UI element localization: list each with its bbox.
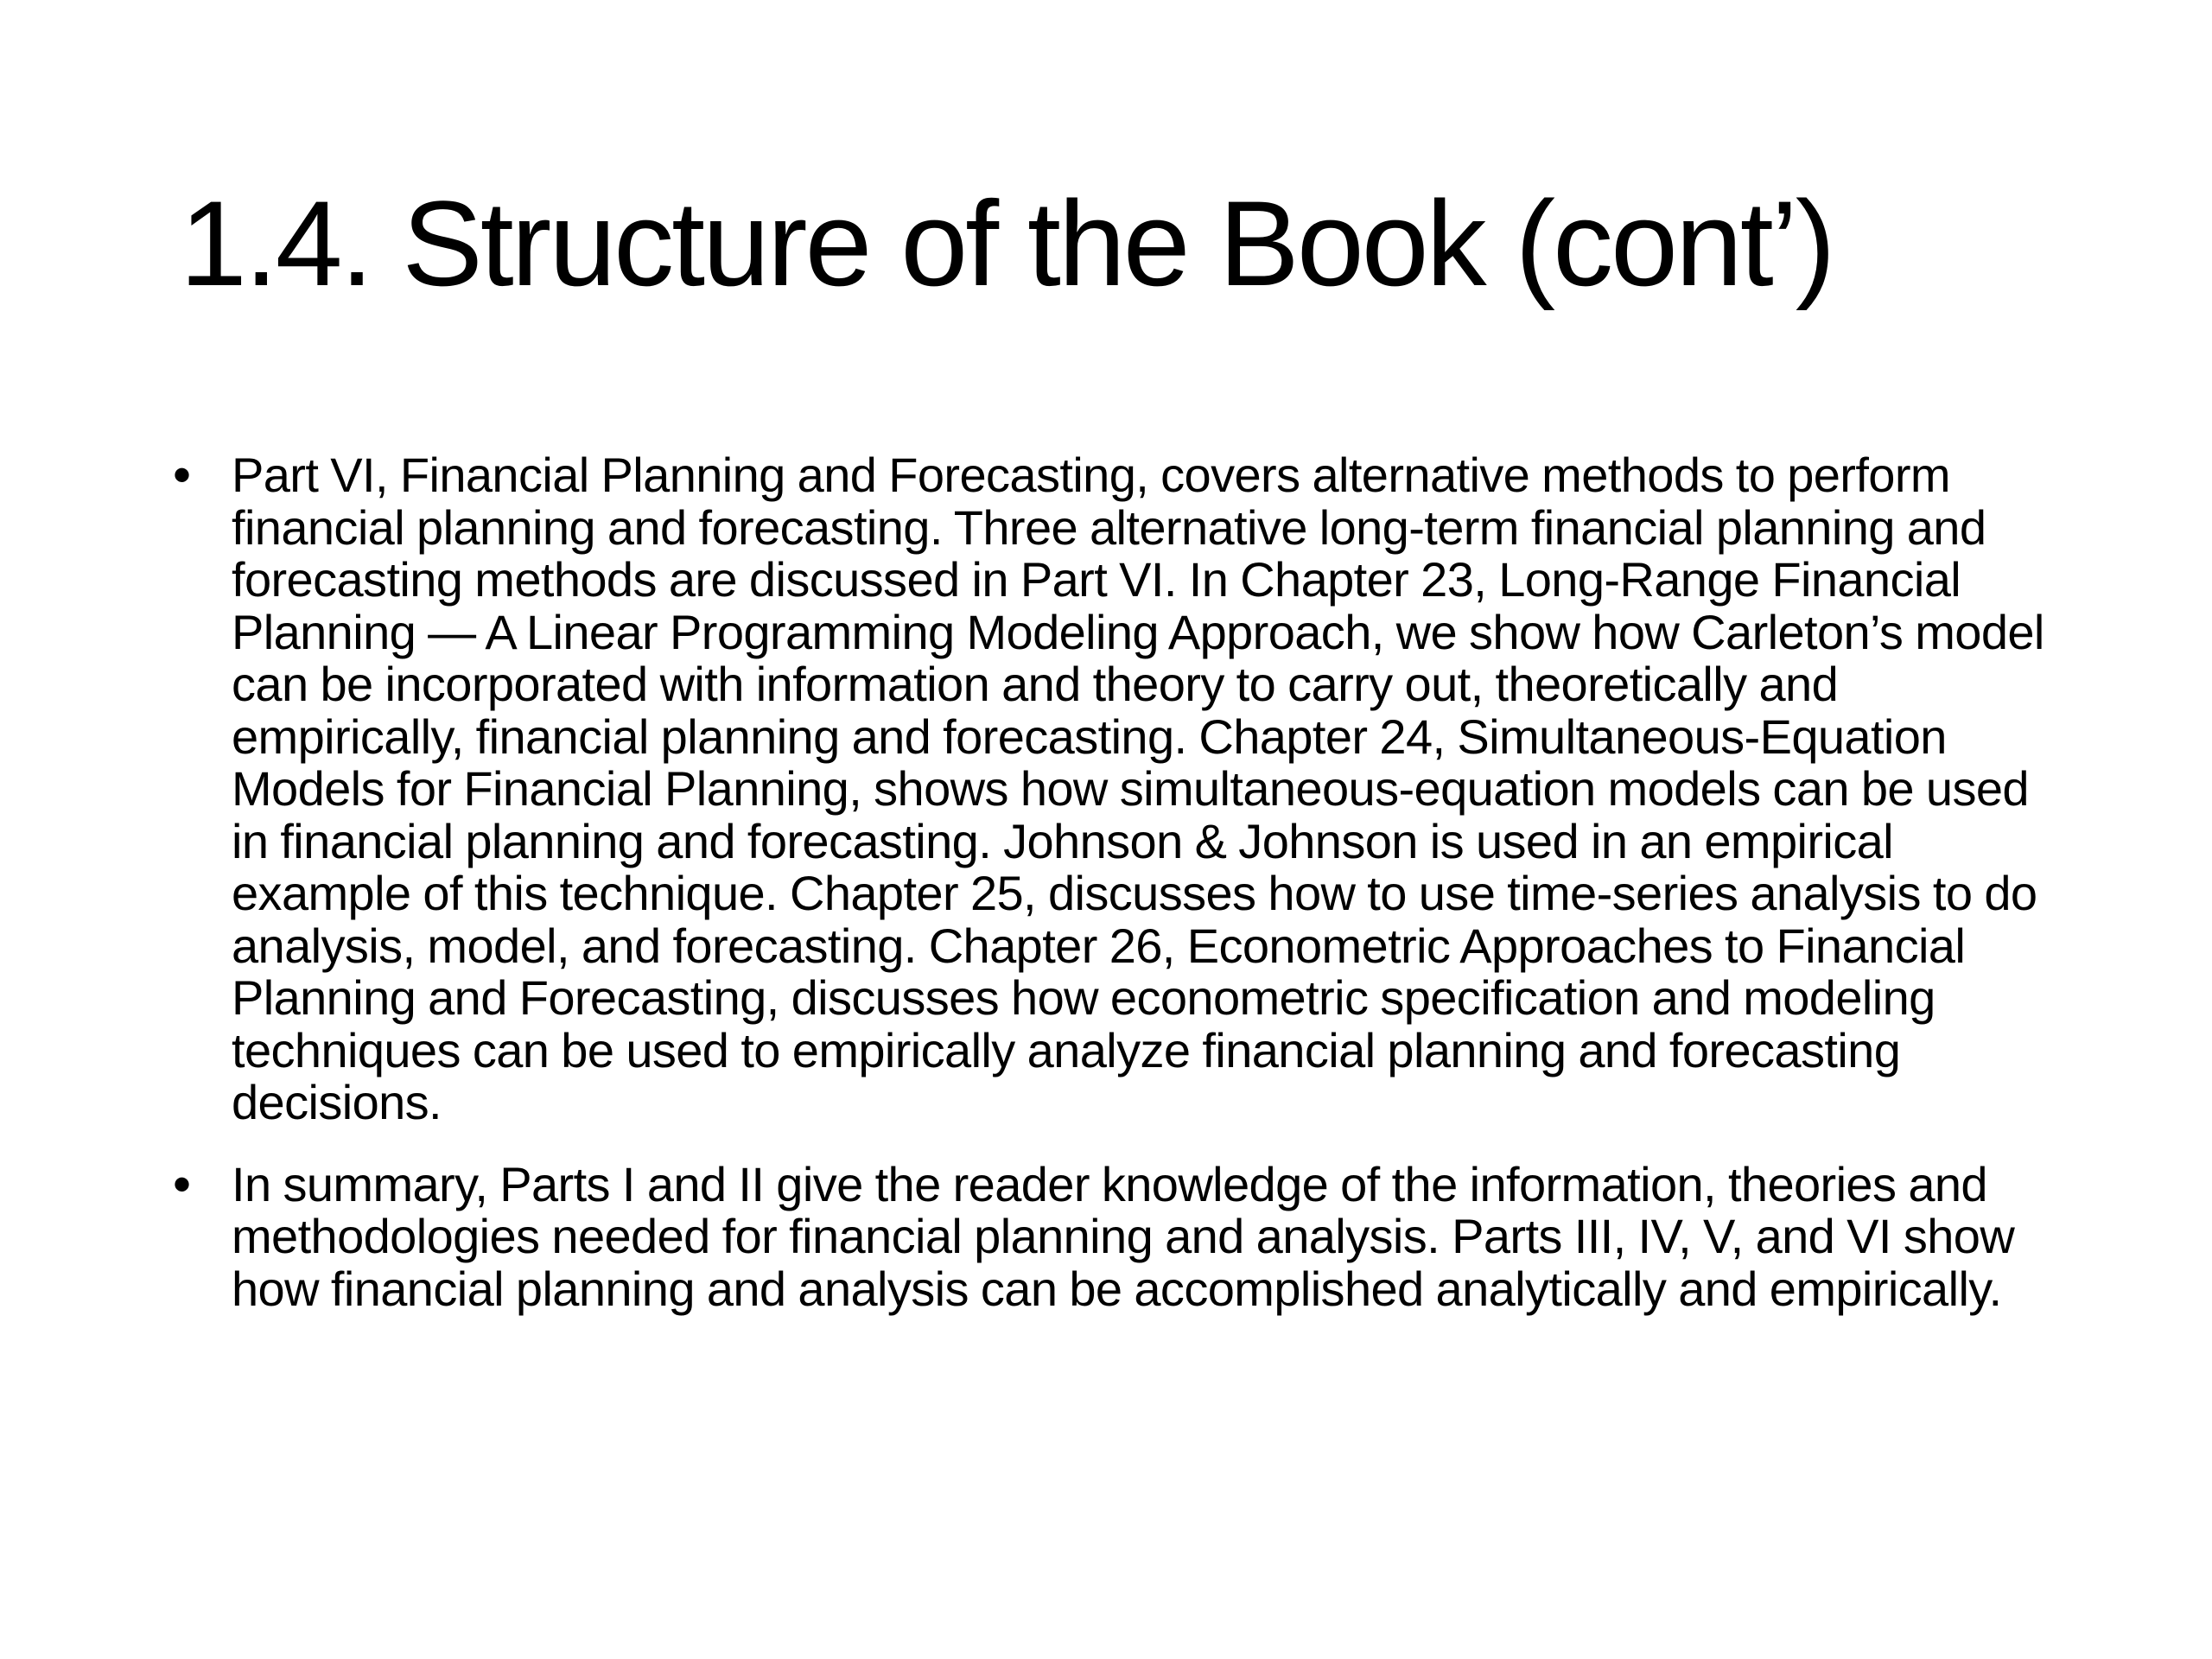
slide-title: 1.4. Structure of the Book (cont’) — [180, 175, 1834, 311]
bullet-item — [173, 1154, 2056, 1316]
bullet-item — [173, 446, 2056, 1129]
bullet-marker: • — [173, 1154, 192, 1213]
bullet-text: In summary, Parts I and II give the reader knowledge of the information, theories and methodologies needed for financial planning and analysis. Parts III, IV, V, and VI show how financial planning and analysis can be accomplished analytically and empirically. — [232, 1156, 2015, 1316]
bullet-marker: • — [173, 446, 192, 504]
bullet-list — [173, 446, 2056, 1344]
bullet-text: Part VI, Financial Planning and Forecasting, covers alternative methods to perform financial planning and forecasting. Three alternative long-term financial planning and forecasting methods are discussed in Part VI. In Chapter 23, Long-Range Financial Planning — A Linear Programming Modeling Approach, we show how Carleton’s model can be incorporated with information and theory to carry out, theoretically and empirically, financial planning and forecasting. Chapter 24, Simultaneous-Equation Models for Financial Planning, shows how simultaneous-equation models can be used in financial planning and forecasting. Johnson & Johnson is used in an empirical example of this technique. Chapter 25, discusses how to use time-series analysis to do analysis, model, and forecasting. Chapter 26, Econometric Approaches to Financial Planning and Forecasting, discusses how econometric specification and modeling techniques can be used to empirically analyze financial planning and forecasting decisions. — [232, 448, 2044, 1129]
